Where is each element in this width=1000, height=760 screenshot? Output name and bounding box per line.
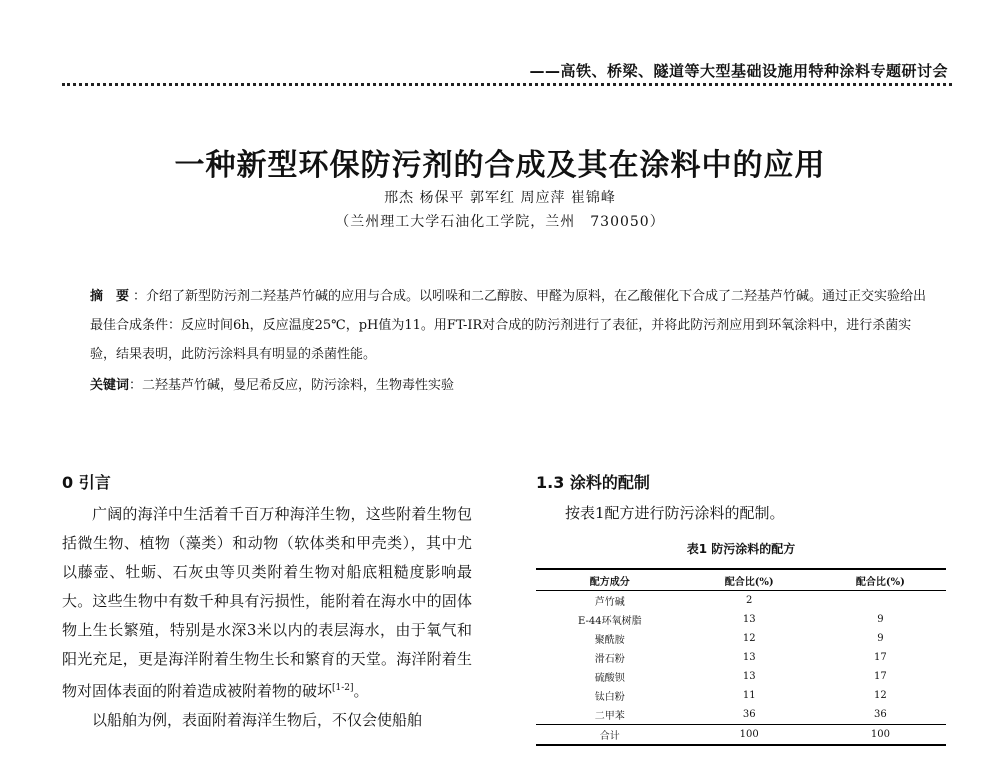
keywords: [90, 374, 454, 393]
table-row: [536, 686, 946, 705]
table-cell: 合计: [599, 731, 620, 742]
abstract: [90, 282, 930, 369]
table-header-row: [536, 569, 946, 591]
table-cell: 36: [874, 709, 887, 720]
table-cell: 17: [874, 652, 887, 663]
table-cell: 12: [742, 633, 756, 644]
column-header: 配合比(%): [724, 577, 774, 588]
intro-paragraph-2: 以船舶为例，表面附着海洋生物后，不仅会使船舶: [92, 711, 423, 729]
table-row: [536, 591, 946, 611]
table-cell: E-44环氧树脂: [578, 616, 642, 627]
abstract-text: ：介绍了新型防污剂二羟基芦竹碱的应用与合成。以吲哚和二乙醇胺、甲醛为原料，在乙酸催化下合成了二羟基芦竹碱。通过正交实验给出最佳合成条件：反应时间6h，反应温度25℃，pH值为11。用FT-IR对合成的防污剂进行了表征，并将此防污剂应用到环氧涂料中，进行杀菌实验，结果表明，此防污涂料具有明显的杀菌性能。: [90, 289, 927, 362]
table-row: [536, 705, 946, 725]
intro-paragraph-1: 广阔的海洋中生活着千百万种海洋生物，这些附着生物包括微生物、植物（藻类）和动物（软体类和甲壳类），其中尤以藤壶、牡蛎、石灰虫等贝类附着生物对船底粗糙度影响最大。这些生物中有数千种具有污损性，能附着在海水中的固体物上生长繁殖，特别是水深3米以内的表层海水，由于氧气和阳光充足，更是海洋附着生物生长和繁育的天堂。海洋附着生物对固体表面的附着造成被附着物的破坏[1-2]。: [62, 505, 472, 700]
formula-table: [536, 568, 946, 746]
abstract-label: 摘 要: [90, 289, 130, 304]
column-header: 配合比(%): [855, 577, 905, 588]
keywords-label: 关键词: [90, 378, 130, 393]
table-cell: 二甲苯: [594, 711, 625, 722]
table-cell: 聚酰胺: [594, 635, 625, 646]
table-cell: 9: [877, 614, 884, 625]
table-cell: 9: [877, 633, 884, 644]
running-header: ——高铁、桥梁、隧道等大型基础设施用特种涂料专题研讨会: [529, 62, 948, 80]
paper-title: 一种新型环保防污剂的合成及其在涂料中的应用: [174, 148, 826, 183]
table-cell: 13: [742, 671, 756, 682]
table-cell: 13: [742, 652, 756, 663]
table-cell: 100: [870, 729, 890, 740]
table-cell: 36: [742, 709, 756, 720]
paper-affiliation: （兰州理工大学石油化工学院，兰州 730050）: [335, 214, 665, 230]
keywords-text: ：二羟基芦竹碱，曼尼希反应，防污涂料，生物毒性实验: [129, 378, 455, 393]
table-cell: [815, 591, 946, 611]
header-dotted-rule: [62, 83, 952, 86]
section-0-body: [62, 500, 472, 735]
section-1-3-heading: 1.3 涂料的配制: [536, 473, 650, 492]
table-cell: 17: [874, 671, 887, 682]
paper-authors: 邢杰 杨保平 郭军红 周应萍 崔锦峰: [384, 190, 616, 206]
table-cell: 2: [746, 595, 753, 606]
table-cell: 100: [739, 729, 759, 740]
table-cell: 11: [742, 690, 756, 701]
table-row: [536, 648, 946, 667]
table-cell: 13: [742, 614, 756, 625]
section-0-heading: 0 引言: [62, 473, 111, 492]
table-cell: 滑石粉: [594, 654, 625, 665]
table-row: [536, 667, 946, 686]
column-header: 配方成分: [589, 577, 630, 588]
table-cell: 12: [874, 690, 887, 701]
table-row: [536, 610, 946, 629]
table-cell: 芦竹碱: [594, 597, 625, 608]
citation-ref: [1-2]: [332, 683, 354, 693]
table-1-caption: 表1 防污涂料的配方: [686, 542, 796, 556]
table-cell: 硫酸钡: [594, 673, 625, 684]
table-cell: 钛白粉: [594, 692, 625, 703]
table-row: [536, 629, 946, 648]
section-1-3-intro: 按表1配方进行防污涂料的配制。: [565, 504, 785, 522]
table-total-row: [536, 725, 946, 746]
